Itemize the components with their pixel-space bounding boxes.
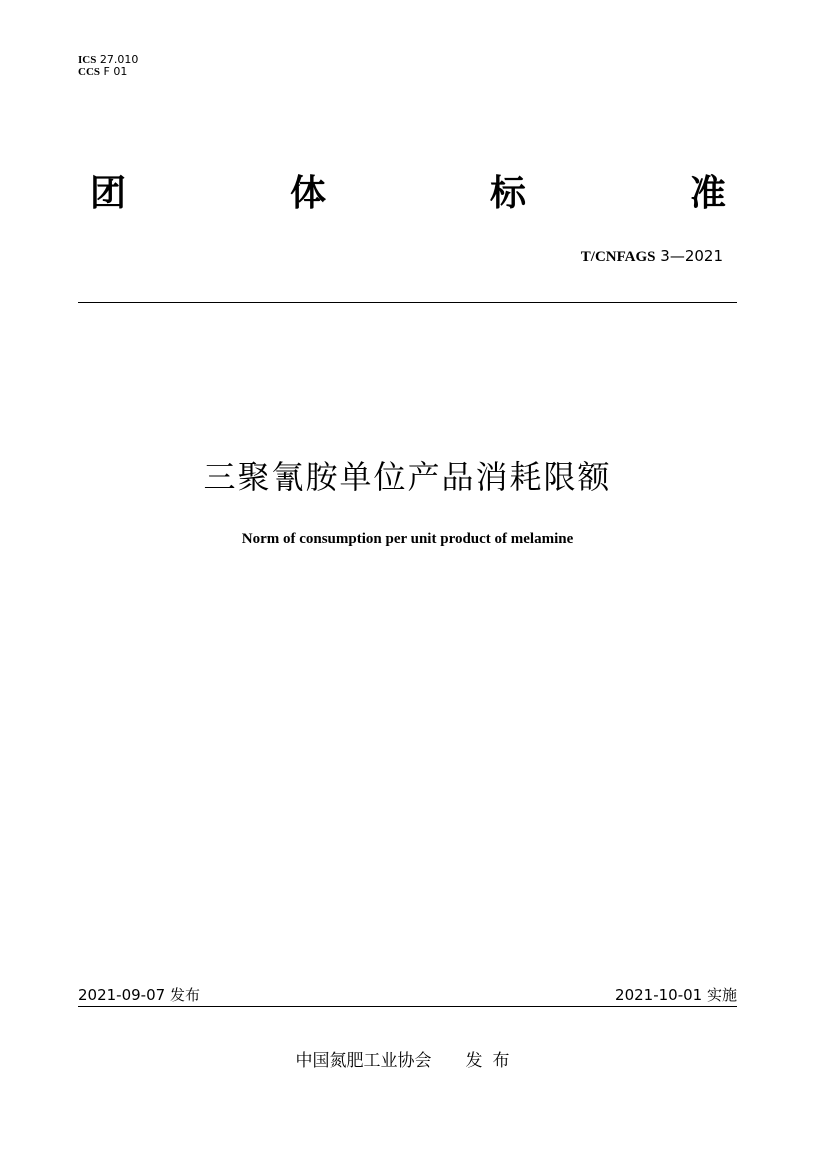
standard-type-char: 团 xyxy=(90,172,127,214)
standard-type-char: 准 xyxy=(689,172,726,214)
ics-label: ICS xyxy=(78,54,97,66)
document-title-english: Norm of consumption per unit product of melamine xyxy=(241,531,574,547)
standard-type-char: 体 xyxy=(289,172,326,214)
bottom-divider xyxy=(78,1006,737,1007)
ccs-code xyxy=(78,66,138,78)
issuer-name: 中国氮肥工业协会 xyxy=(295,1051,432,1071)
implement-date: 2021-10-01 实施 xyxy=(615,986,737,1004)
top-divider xyxy=(78,302,737,303)
ccs-value: F 01 xyxy=(103,65,128,78)
issuer-action: 发布 xyxy=(465,1051,520,1071)
standard-code xyxy=(581,246,723,267)
document-title-chinese: 三聚氰胺单位产品消耗限额 xyxy=(203,458,612,496)
standard-code-number: 3—2021 xyxy=(660,247,723,265)
standard-type-heading xyxy=(90,168,726,212)
publish-date: 2021-09-07 发布 xyxy=(78,986,200,1004)
classification-codes xyxy=(78,54,138,78)
standard-type-char: 标 xyxy=(489,172,526,214)
issuer-line xyxy=(0,1046,815,1071)
ics-value: 27.010 xyxy=(99,53,139,66)
standard-code-label: T/CNFAGS xyxy=(580,249,656,265)
ccs-label: CCS xyxy=(78,66,101,78)
